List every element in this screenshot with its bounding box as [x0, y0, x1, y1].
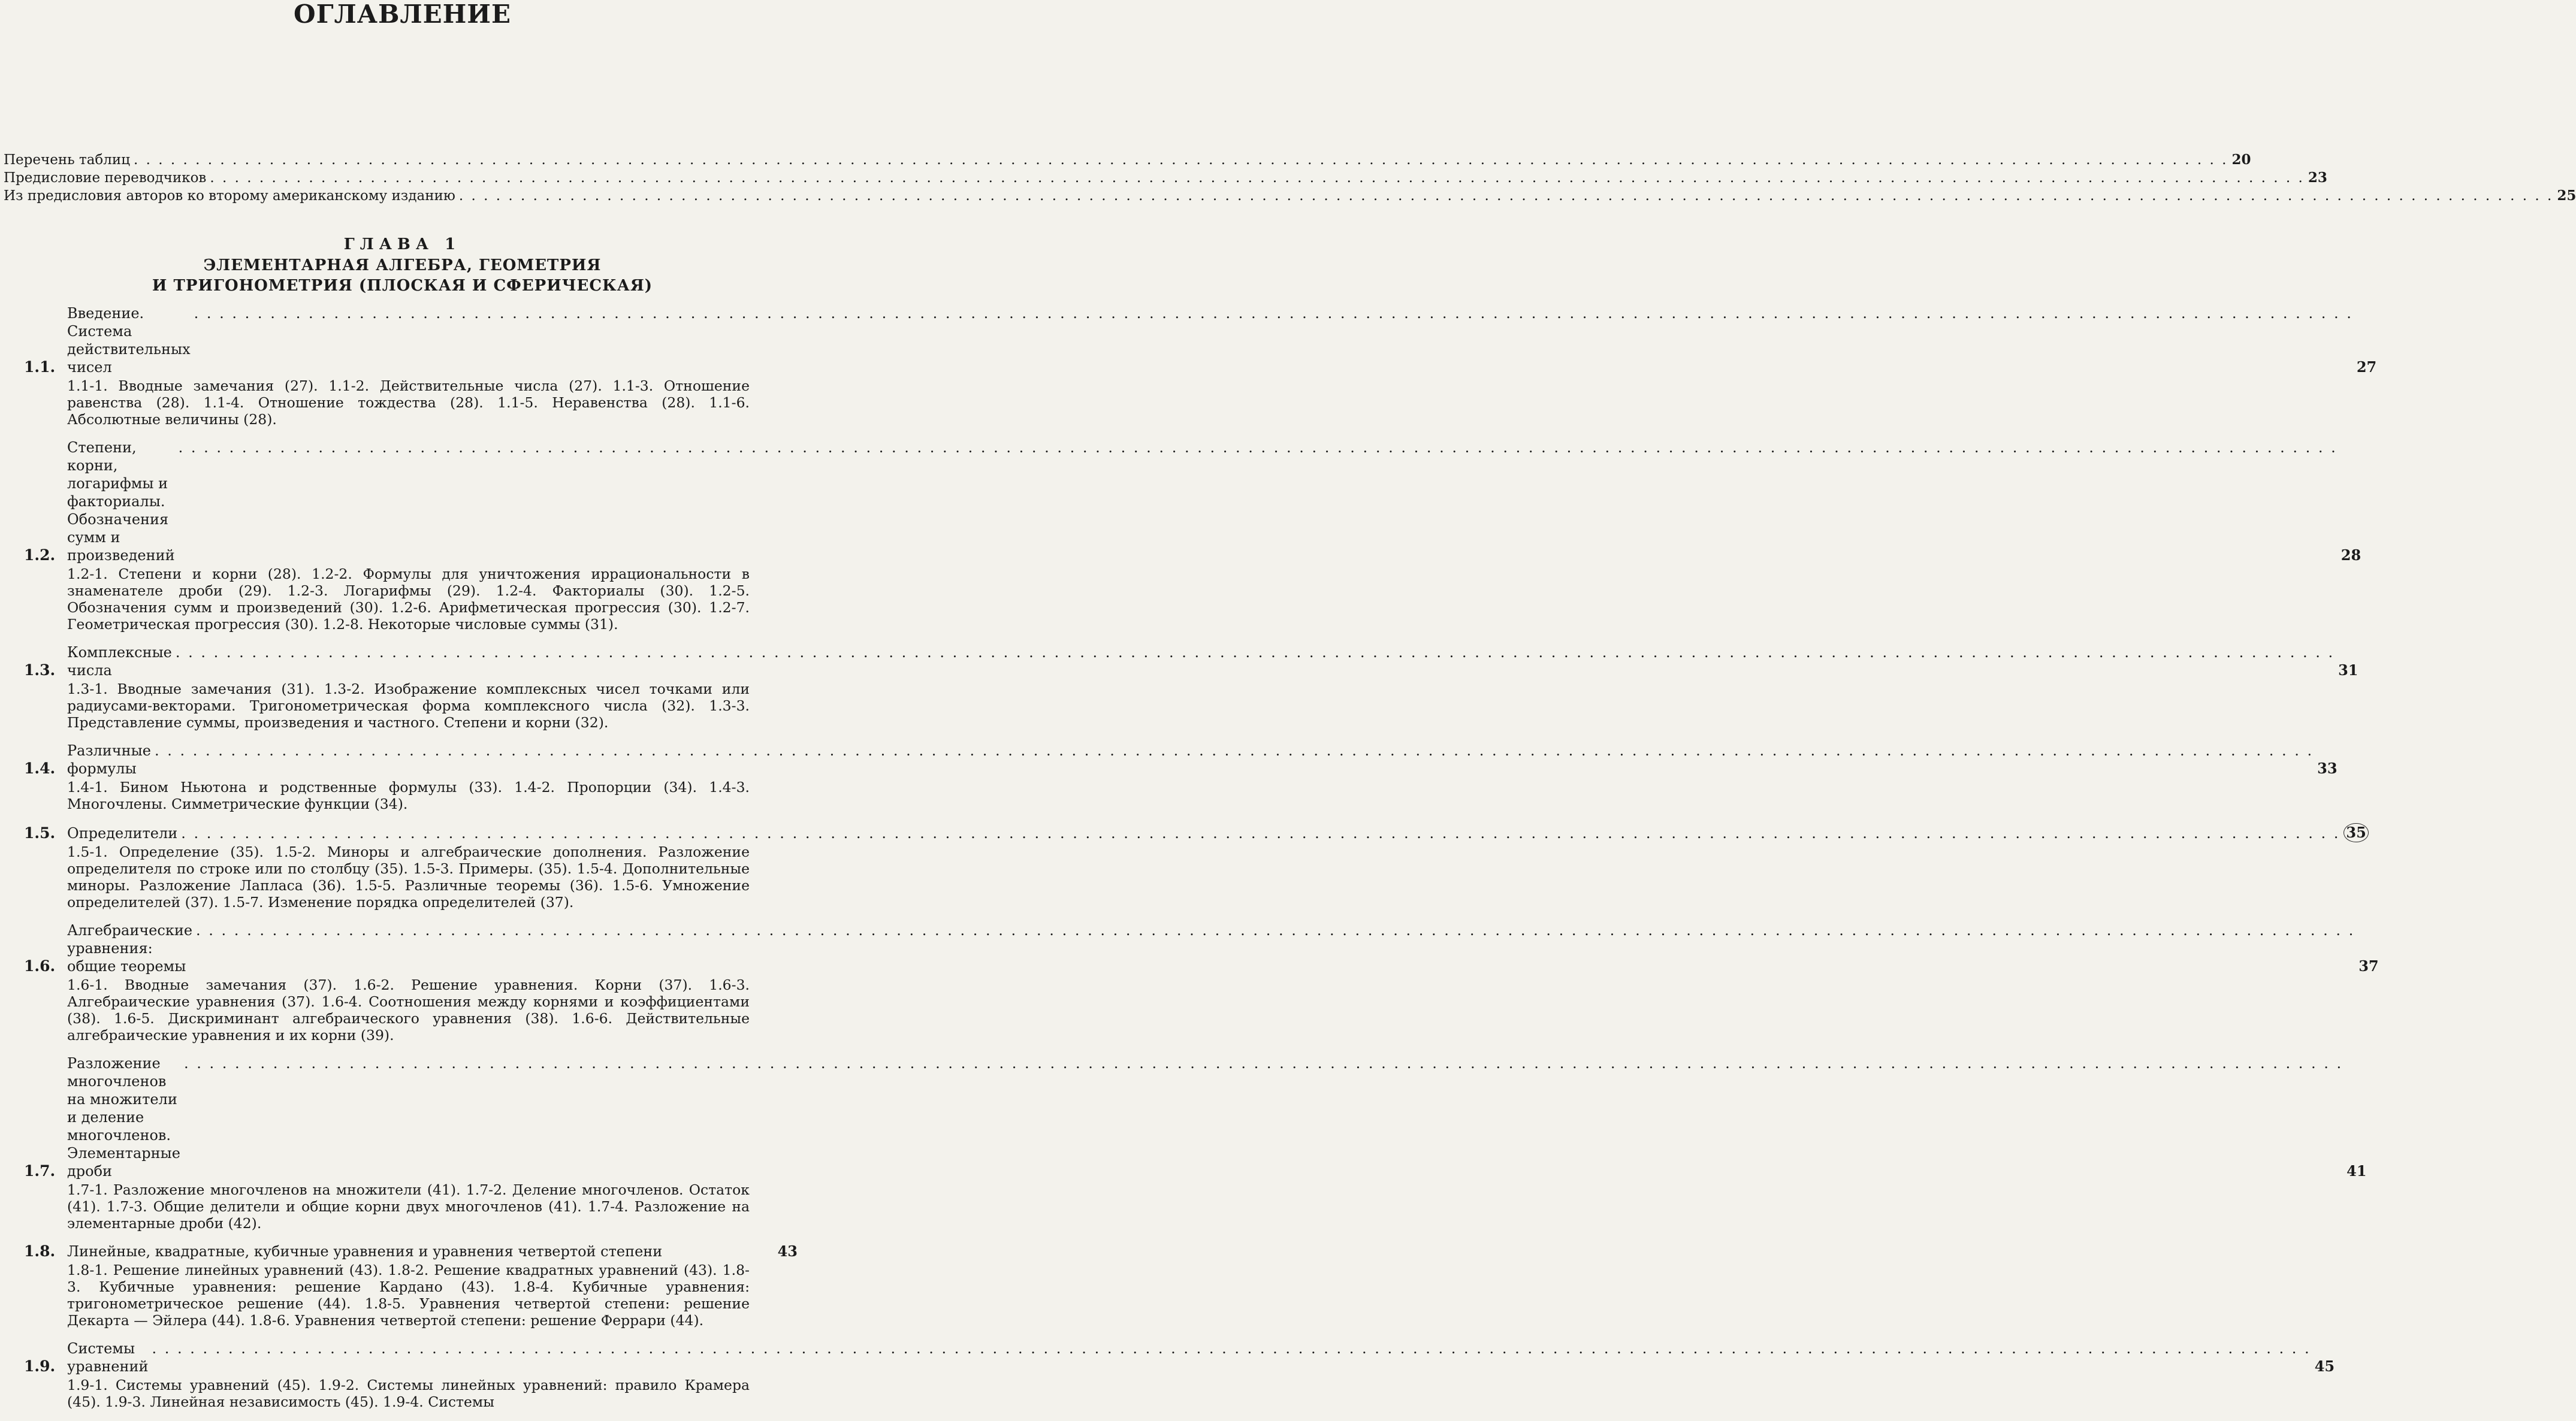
section-heading[interactable]	[24, 921, 2379, 975]
section-number: 1.6.	[24, 957, 56, 975]
entry-title: Из предисловия авторов ко второму американскому изданию	[4, 188, 455, 204]
subsection-list: 1.9-1. Системы уравнений (45). 1.9-2. Системы линейных уравнений: правило Крамера (45). 1.9-3. Линейная независимость (45). 1.9-4. Системы	[67, 1377, 750, 1410]
toc-entry[interactable]	[4, 169, 2327, 187]
section-heading[interactable]	[24, 1340, 2335, 1375]
leader-dots	[459, 187, 2553, 205]
section-page: 37	[2358, 957, 2379, 975]
section-page: 45	[2314, 1357, 2335, 1375]
section-title: Комплексные числа	[67, 644, 172, 679]
toc-entry[interactable]	[4, 151, 2251, 169]
section-title: Введение. Система действительных чисел	[67, 305, 191, 376]
section-number: 1.7.	[24, 1162, 56, 1180]
leader-dots	[196, 921, 2355, 939]
section	[24, 439, 2361, 633]
leader-dots	[134, 151, 2228, 169]
leader-dots	[181, 824, 2340, 842]
subsection-list: 1.4-1. Бином Ньютона и родственные формулы (33). 1.4-2. Пропорции (34). 1.4-3. Многочлены. Симметрические функции (34).	[67, 779, 750, 812]
section-number: 1.3.	[24, 661, 56, 679]
chapter-heading	[0, 234, 805, 296]
leader-dots	[155, 742, 2314, 760]
subsection-list: 1.5-1. Определение (35). 1.5-2. Миноры и алгебраические дополнения. Разложение определителя по строке или по столбцу (35). 1.5-3. Примеры. (35). 1.5-4. Дополнительные миноры. Разложение Лапласа (36). 1.5-5. Различные теоремы (36). 1.5-6. Умножение определителей (37). 1.5-7. Изменение порядка определителей (37).	[67, 843, 750, 911]
subsection-list: 1.7-1. Разложение многочленов на множители (41). 1.7-2. Деление многочленов. Остаток (41). 1.7-3. Общие делители и общие корни двух многочленов (41). 1.7-4. Разложение на элементарные дроби (42).	[67, 1181, 750, 1232]
subsection-list: 1.3-1. Вводные замечания (31). 1.3-2. Изображение комплексных чисел точками или радиусами-векторами. Тригонометрическая форма комплексного числа (32). 1.3-3. Представление суммы, произведения и частного. Степени и корни (32).	[67, 681, 750, 731]
section-number: 1.1.	[24, 358, 56, 376]
section-title: Определители	[67, 825, 178, 842]
section-page: 33	[2317, 760, 2338, 777]
leader-dots	[194, 304, 2353, 322]
section-page	[2344, 823, 2368, 842]
leader-dots	[184, 1054, 2343, 1072]
circled-page-mark: 35	[2344, 823, 2368, 842]
entry-title: Предисловие переводчиков	[4, 170, 207, 186]
section	[24, 1242, 798, 1329]
section-page: 43	[777, 1242, 798, 1260]
section-heading[interactable]	[24, 742, 2338, 778]
toc-entry[interactable]	[4, 187, 2576, 205]
subsection-list: 1.2-1. Степени и корни (28). 1.2-2. Формулы для уничтожения иррациональности в знаменателе дроби (29). 1.2-3. Логарифмы (29). 1.2-4. Факториалы (30). 1.2-5. Обозначения сумм и произведений (30). 1.2-6. Арифметическая прогрессия (30). 1.2-7. Геометрическая прогрессия (30). 1.2-8. Некоторые числовые суммы (31).	[67, 566, 750, 633]
section-title: Алгебраические уравнения: общие теоремы	[67, 922, 193, 975]
section-number: 1.8.	[24, 1242, 56, 1260]
section-heading[interactable]	[24, 439, 2361, 564]
subsection-list: 1.8-1. Решение линейных уравнений (43). 1.8-2. Решение квадратных уравнений (43). 1.8-3. Кубичные уравнения: решение Кардано (43). 1.8-4. Кубичные уравнения: тригонометрическое решение (44). 1.8-5. Уравнения четвертой степени: решение Декарта — Эйлера (44). 1.8-6. Уравнения четвертой степени: решение Феррари (44).	[67, 1262, 750, 1329]
leader-dots	[152, 1340, 2311, 1357]
section-number: 1.9.	[24, 1357, 56, 1375]
section-title: Системы уравнений	[67, 1340, 149, 1375]
chapter-title-line: ЭЛЕМЕНТАРНАЯ АЛГЕБРА, ГЕОМЕТРИЯ	[203, 256, 602, 274]
leader-dots	[210, 169, 2304, 187]
section	[24, 1054, 2367, 1232]
section-page: 41	[2347, 1162, 2367, 1180]
section-heading[interactable]	[24, 823, 2366, 842]
chapter-title-line: И ТРИГОНОМЕТРИЯ (ПЛОСКАЯ И СФЕРИЧЕСКАЯ)	[152, 277, 653, 295]
section-number: 1.4.	[24, 760, 56, 777]
section	[24, 921, 2379, 1044]
section-heading[interactable]	[24, 1054, 2367, 1180]
section	[24, 823, 2366, 911]
section-title: Разложение многочленов на множители и деление многочленов. Элементарные дроби	[67, 1055, 180, 1180]
section-number: 1.2.	[24, 546, 56, 564]
subsection-list: 1.1-1. Вводные замечания (27). 1.1-2. Действительные числа (27). 1.1-3. Отношение равенства (28). 1.1-4. Отношение тождества (28). 1.1-5. Неравенства (28). 1.1-6. Абсолютные величины (28).	[67, 377, 750, 428]
entry-page: 23	[2308, 170, 2327, 186]
section-title: Линейные, квадратные, кубичные уравнения и уравнения четвертой степени	[67, 1243, 663, 1260]
section-number: 1.5.	[24, 824, 56, 842]
section	[24, 742, 2338, 812]
section-heading[interactable]	[24, 643, 2358, 679]
section-page: 28	[2341, 546, 2361, 564]
entry-title: Перечень таблиц	[4, 152, 130, 168]
leader-dots	[176, 643, 2335, 661]
section-heading[interactable]	[24, 1242, 798, 1260]
section-list	[24, 304, 2379, 1421]
subsection-list: 1.6-1. Вводные замечания (37). 1.6-2. Решение уравнения. Корни (37). 1.6-3. Алгебраические уравнения (37). 1.6-4. Соотношения между корнями и коэффициентами (38). 1.6-5. Дискриминант алгебраического уравнения (38). 1.6-6. Действительные алгебраические уравнения и их корни (39).	[67, 976, 750, 1044]
entry-page: 25	[2557, 188, 2576, 204]
section	[24, 1340, 2335, 1410]
chapter-label: ГЛАВА 1	[343, 235, 461, 253]
entry-page: 20	[2231, 152, 2251, 168]
section-page: 31	[2338, 661, 2358, 679]
leader-dots	[179, 439, 2338, 456]
section-title: Различные формулы	[67, 742, 151, 777]
page-title: ОГЛАВЛЕНИЕ	[294, 0, 511, 29]
section	[24, 304, 2377, 428]
section-heading[interactable]	[24, 304, 2377, 376]
front-matter-list	[4, 151, 2576, 205]
section-page: 27	[2356, 358, 2377, 376]
section	[24, 643, 2358, 731]
section-title: Степени, корни, логарифмы и факториалы. Обозначения сумм и произведений	[67, 439, 175, 564]
